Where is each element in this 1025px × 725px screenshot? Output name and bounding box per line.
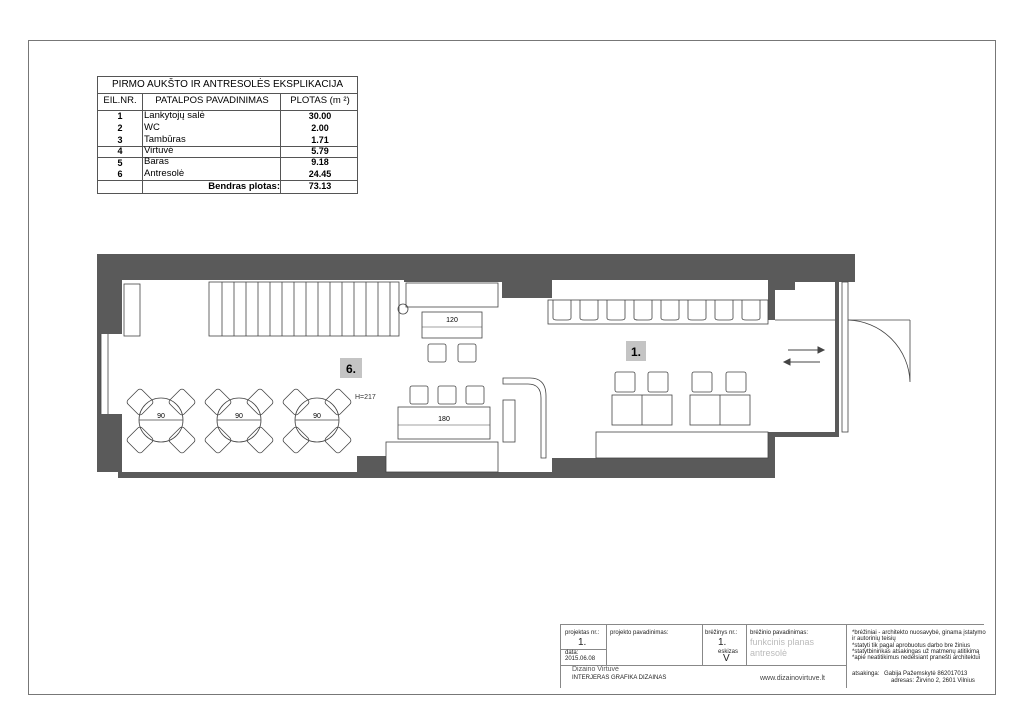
- note-line: *statytbininkas atsakingas už matmenų atitikimą: [852, 649, 980, 655]
- top-wall: [97, 254, 855, 334]
- round-tables: [126, 388, 352, 454]
- height-note: H=217: [355, 394, 376, 401]
- row-nr: 3: [117, 135, 123, 145]
- chairs: [410, 300, 760, 404]
- stair-treads: [222, 282, 390, 336]
- row-name: Tambūras: [144, 134, 186, 145]
- responsible-label: atsakinga:: [852, 671, 880, 677]
- date-label: data:: [565, 650, 579, 656]
- long-table: [398, 407, 490, 439]
- header-nr: EIL.NR.: [103, 95, 137, 106]
- kitchen-cabinet: [124, 284, 140, 336]
- header-name: PATALPOS PAVADINIMAS: [155, 95, 269, 106]
- project-name-label: projekto pavadinimas:: [610, 630, 669, 636]
- table-dimension: 90: [313, 413, 321, 420]
- room-6-label: 6.: [345, 362, 357, 376]
- bar-counter: [503, 378, 546, 458]
- row-area: 24.45: [308, 169, 332, 179]
- walls: [97, 254, 855, 478]
- row-nr: 4: [117, 146, 123, 156]
- bar-table-dimension: 120: [446, 317, 458, 324]
- note-line: *statyti tik pagal aprobuotus darbo bre žinius: [852, 643, 971, 649]
- row-area: 2.00: [311, 123, 329, 133]
- drawing-name-line1: funkcinis planas: [750, 637, 815, 647]
- room-1-label: 1.: [630, 345, 642, 359]
- table-dimension: 90: [235, 413, 243, 420]
- row-name: Lankytojų salė: [144, 110, 205, 121]
- header-area: PLOTAS (m ²): [290, 95, 350, 106]
- project-nr-label: projektas nr.:: [565, 630, 600, 636]
- note-line: ir autorinių teisių: [852, 636, 896, 642]
- row-area: 9.18: [311, 157, 329, 167]
- drawing-nr: 1.: [718, 637, 727, 648]
- entrance-arrows: [784, 347, 824, 365]
- column-symbol: [398, 304, 408, 314]
- row-area: 5.79: [311, 146, 329, 156]
- table-dimension: 90: [157, 413, 165, 420]
- address-label: adresas:: [891, 678, 915, 684]
- total-label: Bendras plotas:: [208, 181, 280, 192]
- stairs: [209, 282, 399, 336]
- bar-appliance: [503, 400, 515, 442]
- left-wall-window: [97, 334, 101, 414]
- total-value: 73.13: [308, 181, 332, 191]
- drawing-name-label: brėžinio pavadinimas:: [750, 630, 809, 636]
- row-name: Virtuvė: [144, 145, 174, 156]
- responsible: Gabija Pažemskytė 862017013: [884, 671, 968, 677]
- row-nr: 2: [117, 123, 123, 133]
- row-area: 1.71: [311, 135, 329, 145]
- row-name: WC: [144, 122, 160, 133]
- title-block: [560, 624, 984, 688]
- row-nr: 6: [117, 169, 123, 179]
- stage: V: [723, 653, 730, 664]
- long-table-dimension: 180: [438, 416, 450, 423]
- note-line: *brėžiniai - architekto nuosavybė, ginama įstatymo: [852, 630, 986, 636]
- row-nr: 5: [117, 158, 123, 168]
- company-name: Dizaino Virtuvė: [572, 666, 619, 673]
- date: 2015.06.08: [565, 656, 596, 662]
- sofa-bottom: [386, 442, 498, 472]
- bottom-wall: [97, 414, 775, 478]
- sofa-top: [406, 283, 498, 307]
- row-nr: 1: [117, 111, 123, 121]
- company-subtitle: INTERJERAS GRAFIKA DIZAINAS: [572, 675, 667, 681]
- banquette-bottom: [596, 432, 768, 458]
- vestibule-wall: [775, 432, 839, 437]
- stage-label: eskizas: [718, 649, 739, 655]
- note-line: *apie neatitikimus nedelsiant pranešti architektui: [852, 655, 981, 661]
- entrance-door-swing: [848, 320, 910, 382]
- project-nr: 1.: [578, 637, 587, 648]
- address: Žirvino 2, 2601 Vilnius: [916, 678, 975, 684]
- website: www.dizainovirtuve.lt: [760, 675, 825, 682]
- drawing-nr-label: brėžinys nr.:: [705, 630, 738, 636]
- row-name: Antresolė: [144, 168, 185, 179]
- plan-lines: [101, 282, 910, 472]
- right-wall: [835, 282, 839, 432]
- bar-table: [422, 312, 482, 338]
- row-area: 30.00: [308, 111, 332, 121]
- row-name: Baras: [144, 156, 169, 167]
- banquette-top: [548, 300, 768, 324]
- drawing-name-line2: antresolė: [750, 648, 788, 658]
- partition-wall: [768, 280, 775, 320]
- explication-title: PIRMO AUKŠTO IR ANTRESOLĖS EKSPLIKACIJA: [98, 77, 357, 94]
